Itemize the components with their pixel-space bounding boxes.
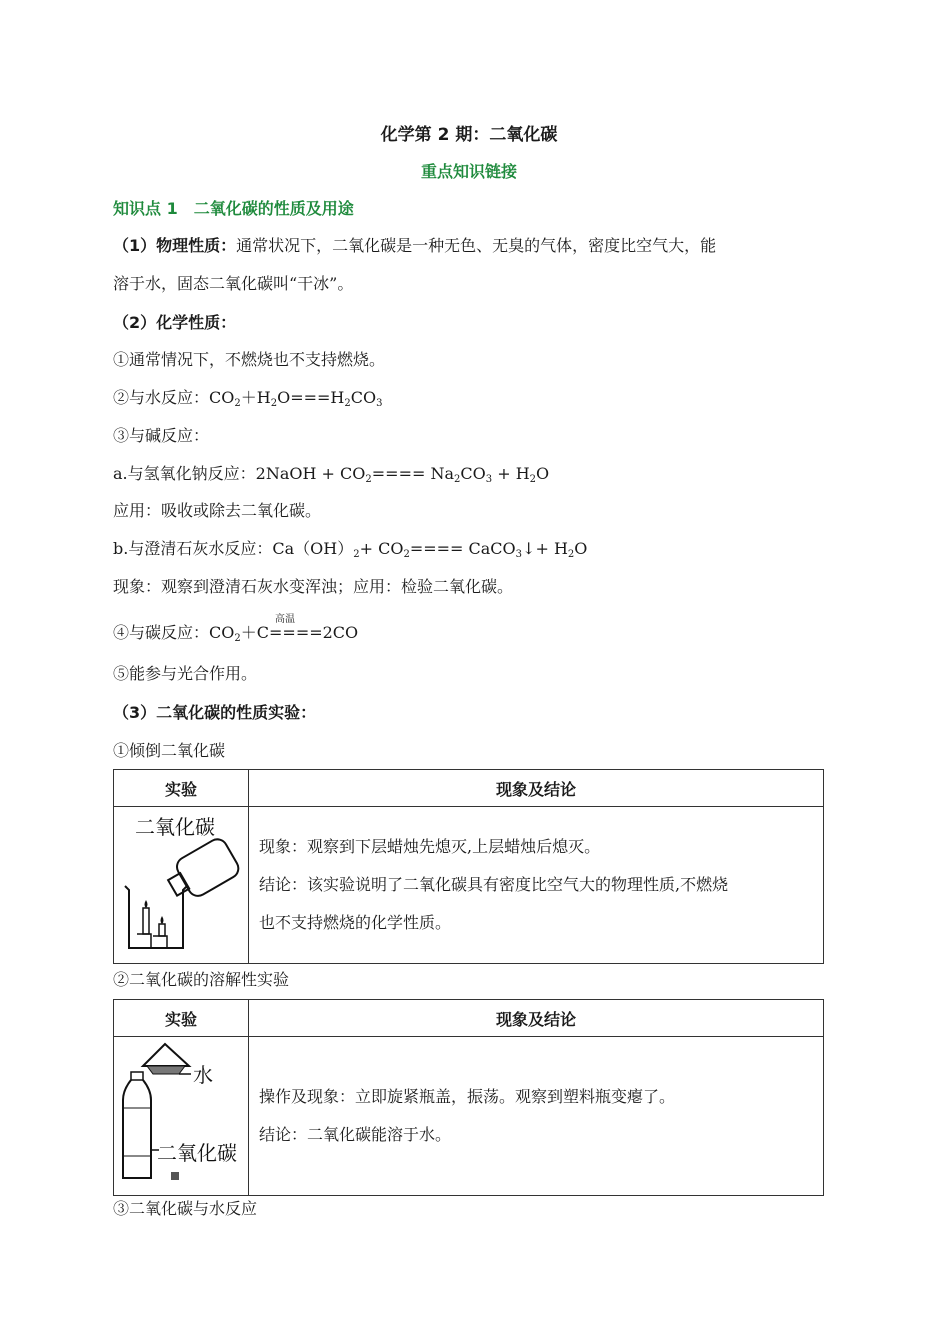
- exp1-result: [249, 807, 824, 964]
- col-result-2: 现象及结论: [249, 1000, 824, 1037]
- water-container-icon: [143, 1044, 189, 1074]
- chemical-item2: [113, 388, 383, 414]
- chemical-label: （2）化学性质：: [113, 313, 237, 332]
- equation-water: $CO_2+H_2O===H_2CO_3$: [209, 388, 383, 409]
- equation-limewater: $Ca(OH)_2+ CO_2====$ CaCO$_3$↓+ $H_2O$: [272, 539, 588, 560]
- equation-carbon: $CO_2+C$ 高温 ====2CO: [209, 623, 358, 642]
- reaction-a: [113, 464, 549, 490]
- exp1-image: [114, 807, 249, 964]
- exp2-image: [114, 1037, 249, 1196]
- exp1-observation: 现象：观察到下层蜡烛先熄灭,上层蜡烛后熄灭。: [259, 837, 601, 856]
- exp2-water-label: 水: [193, 1063, 213, 1087]
- pouring-co2-diagram: [115, 808, 247, 958]
- page-subtitle: 重点知识链接: [420, 162, 517, 181]
- reaction-a-prefix: a.与氢氧化钠反应：: [113, 464, 256, 483]
- exp2-title: ②二氧化碳的溶解性实验: [113, 970, 290, 989]
- physical-properties-line1: [113, 236, 716, 256]
- exp1-image-label: 二氧化碳: [135, 815, 215, 839]
- equation-naoh: 2NaOH + $CO_2==== Na_2CO_3 + H_2O$: [255, 464, 550, 485]
- exp2-result: [249, 1037, 824, 1196]
- page-title: 化学第 2 期：二氧化碳: [380, 125, 558, 145]
- reaction-b-observation: 现象：观察到澄清石灰水变浑浊；应用：检验二氧化碳。: [113, 577, 514, 596]
- exp1-conclusion-line1: 结论：该实验说明了二氧化碳具有密度比空气大的物理性质,不燃烧: [259, 875, 729, 894]
- exp2-observation: 操作及现象：立即旋紧瓶盖，振荡。观察到塑料瓶变瘪了。: [259, 1087, 676, 1106]
- reaction-a-application: 应用：吸收或除去二氧化碳。: [113, 501, 322, 520]
- physical-label: （1）物理性质：: [113, 236, 237, 255]
- gas-bottle-icon: [162, 836, 242, 906]
- reaction-b-prefix: b.与澄清石灰水反应：: [113, 539, 273, 558]
- col-experiment: 实验: [114, 770, 249, 807]
- item4-prefix: ④与碳反应：: [113, 623, 210, 642]
- experiment-table-1: [113, 769, 824, 964]
- experiments-label: （3）二氧化碳的性质实验：: [113, 703, 317, 722]
- col-experiment-2: 实验: [114, 1000, 249, 1037]
- physical-text1: 通常状况下，二氧化碳是一种无色、无臭的气体，密度比空气大，能: [236, 236, 717, 255]
- col-result: 现象及结论: [249, 770, 824, 807]
- physical-properties-line2: 溶于水，固态二氧化碳叫“干冰”。: [113, 274, 354, 293]
- small-marker-icon: [171, 1172, 179, 1180]
- experiment-table-2: [113, 999, 824, 1196]
- chemical-item1: ①通常情况下，不燃烧也不支持燃烧。: [113, 350, 386, 369]
- dissolve-co2-diagram: [115, 1038, 247, 1190]
- chemical-item5: ⑤能参与光合作用。: [113, 664, 258, 683]
- exp2-conclusion: 结论：二氧化碳能溶于水。: [259, 1125, 452, 1144]
- chemical-item4: [113, 614, 359, 649]
- chemical-item3: ③与碱反应：: [113, 426, 210, 445]
- condition-high-temp: 高温: [275, 614, 295, 625]
- item2-prefix: ②与水反应：: [113, 388, 210, 407]
- exp3-title: ③二氧化碳与水反应: [113, 1199, 258, 1218]
- reaction-b: [113, 539, 587, 565]
- plastic-bottle-icon: [123, 1072, 151, 1178]
- knowledge-point-heading: 知识点 1 二氧化碳的性质及用途: [113, 199, 354, 218]
- exp1-title: ①倾倒二氧化碳: [113, 741, 226, 760]
- exp1-conclusion-line2: 也不支持燃烧的化学性质。: [259, 913, 452, 932]
- exp2-co2-label: 二氧化碳: [157, 1141, 237, 1165]
